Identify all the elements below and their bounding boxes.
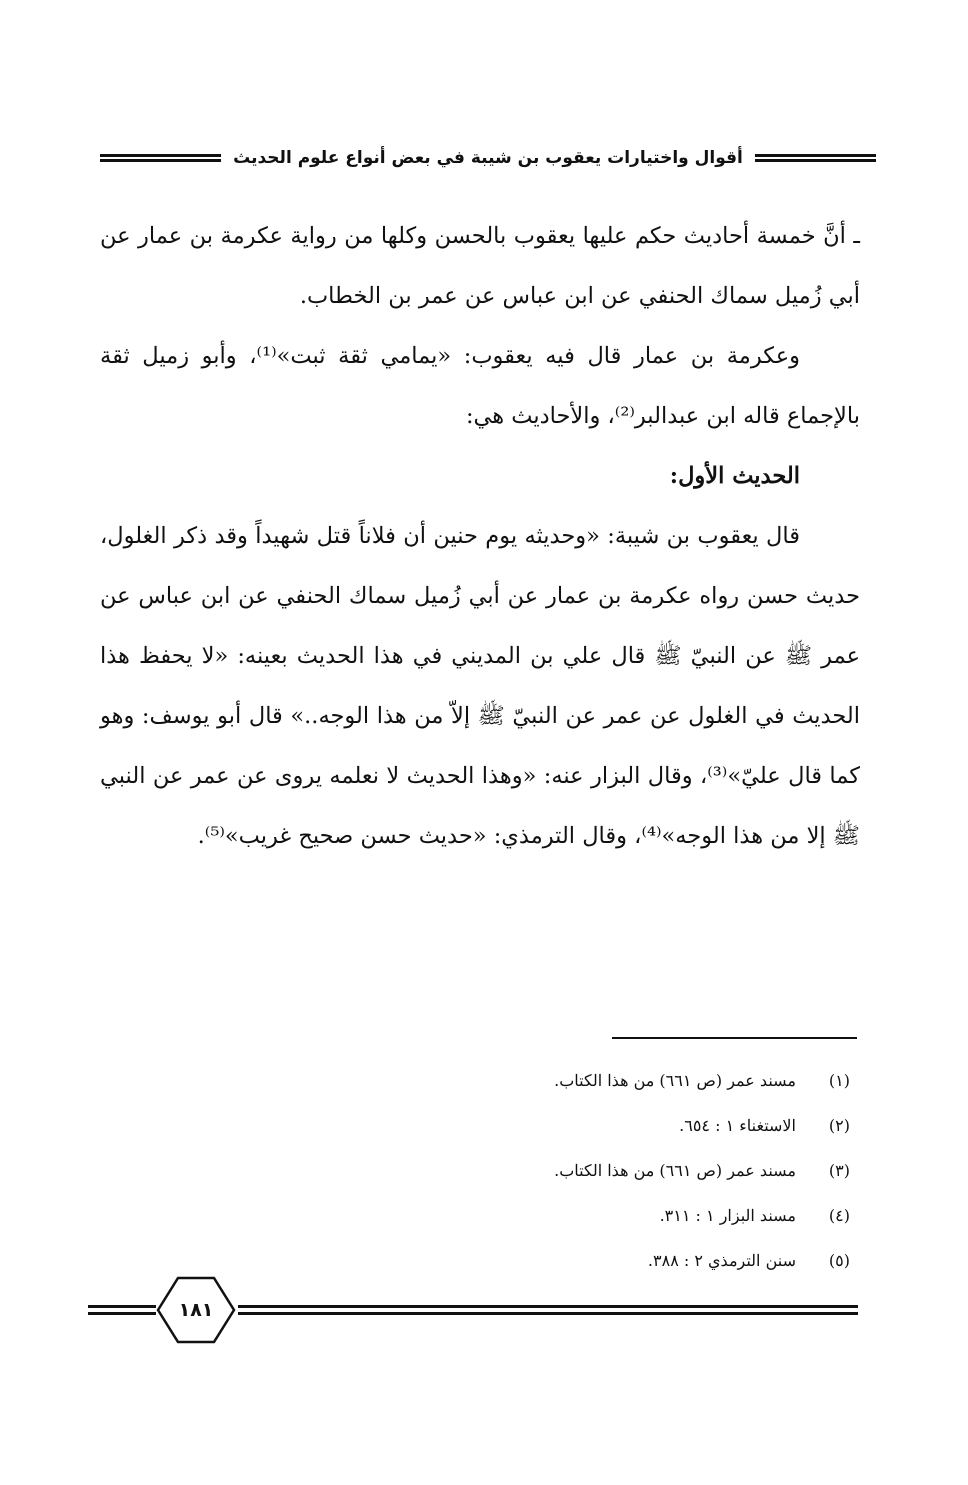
paragraph-2: وعكرمة بن عمار قال فيه يعقوب: «يمامي ثقة ثبت»⁽¹⁾، وأبو زميل ثقة بالإجماع قاله ابن عبدالبر⁽²⁾، والأحاديث هي:: [100, 343, 860, 429]
footnote-number: (٣): [828, 1161, 850, 1180]
footnote-item: [400, 1058, 850, 1103]
footnote-text: الاستغناء ١ : ٦٥٤.: [679, 1116, 796, 1135]
page-number: ١٨١: [178, 1299, 214, 1321]
footnote-number: (٤): [828, 1206, 850, 1225]
footnote-text: مسند عمر (ص ٦٦١) من هذا الكتاب.: [554, 1161, 796, 1180]
footnote-number: (٥): [828, 1251, 850, 1270]
page-number-badge: [156, 1276, 236, 1344]
page-footer: [88, 1276, 858, 1346]
section-heading: الحديث الأول:: [669, 463, 800, 489]
paragraph-3: قال يعقوب بن شيبة: «وحديثه يوم حنين أن فلاناً قتل شهيداً وقد ذكر الغلول، حديث حسن رواه عكرمة بن عمار عن أبي زُميل سماك الحنفي عن ابن عباس عن عمر ﷺ عن النبيّ ﷺ قال علي بن المديني في هذا الحديث بعينه: «لا يحفظ هذا الحديث في الغلول عن عمر عن النبيّ ﷺ إلاّ من هذا الوجه..» قال أبو يوسف: وهو كما قال عليّ»⁽³⁾، وقال البزار عنه: «وهذا الحديث لا نعلمه يروى عن عمر عن النبي ﷺ إلا من هذا الوجه»⁽⁴⁾، وقال الترمذي: «حديث حسن صحيح غريب»⁽⁵⁾.: [100, 523, 860, 849]
footnote-separator: [612, 1037, 857, 1039]
footnote-text: سنن الترمذي ٢ : ٣٨٨.: [647, 1251, 796, 1270]
footer-rule-right: [238, 1305, 858, 1315]
footer-rule-left: [88, 1305, 156, 1315]
paragraph-1: ـ أنَّ خمسة أحاديث حكم عليها يعقوب بالحسن وكلها من رواية عكرمة بن عمار عن أبي زُميل سماك الحنفي عن ابن عباس عن عمر بن الخطاب.: [100, 223, 860, 309]
footnote-number: (١): [828, 1071, 850, 1090]
footnote-text: مسند عمر (ص ٦٦١) من هذا الكتاب.: [554, 1071, 796, 1090]
footnote-number: (٢): [828, 1116, 850, 1135]
main-text: [100, 206, 860, 866]
header-rule-left: [100, 154, 221, 162]
running-header-title: أقوال واختيارات يعقوب بن شيبة في بعض أنواع علوم الحديث: [233, 148, 743, 168]
footnote-item: [400, 1193, 850, 1238]
footnote-text: مسند البزار ١ : ٣١١.: [659, 1206, 796, 1225]
footnote-item: [400, 1103, 850, 1148]
footnote-item: [400, 1148, 850, 1193]
running-header: [100, 138, 876, 178]
footnotes: [400, 1058, 850, 1283]
header-rule-right: [755, 154, 876, 162]
